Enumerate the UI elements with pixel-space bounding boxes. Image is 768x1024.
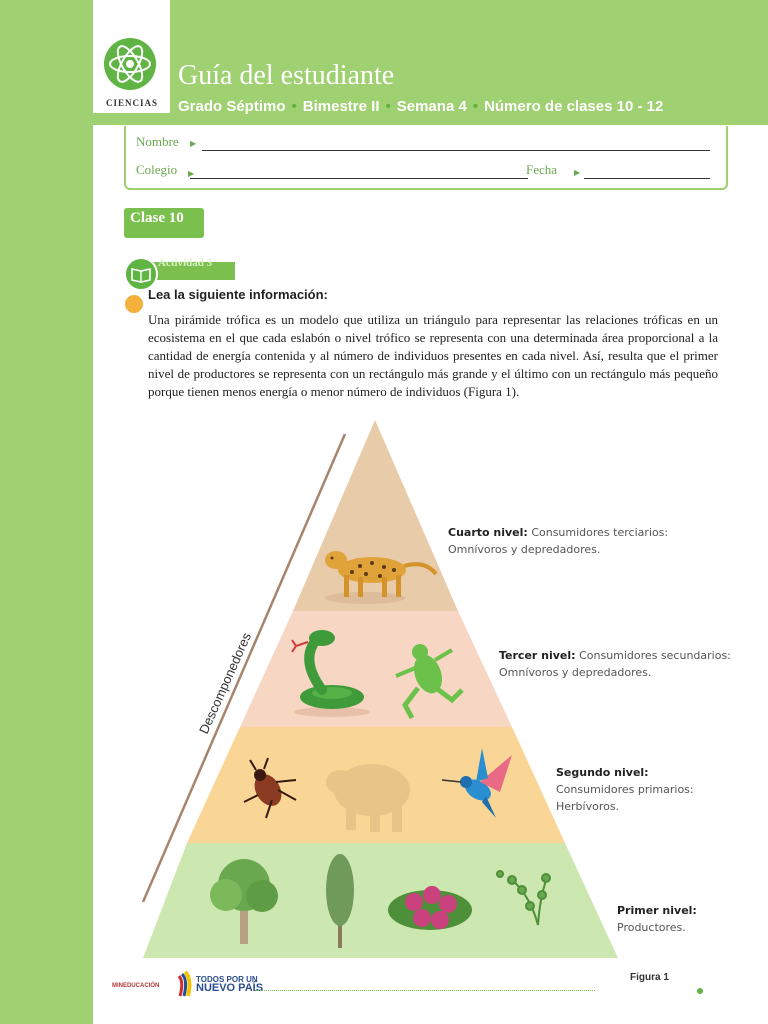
- level-1-title: Primer nivel:: [617, 904, 697, 917]
- decomposers-label: Descomponedores: [196, 630, 255, 737]
- level-3-band: [240, 611, 512, 727]
- footer-divider: [255, 990, 595, 991]
- level-4-title: Cuarto nivel:: [448, 526, 528, 539]
- subject-label: CIENCIAS: [105, 98, 158, 108]
- level-4-line2: Omnívoros y depredadores.: [448, 543, 601, 556]
- level-4-label: [448, 524, 668, 558]
- level-3-title: Tercer nivel:: [499, 649, 576, 662]
- footer-dot: [697, 988, 703, 994]
- slogan-big: NUEVO PAÍS: [196, 982, 264, 994]
- level-3-label: [499, 647, 731, 681]
- classes-label: Número de clases 10 - 12: [484, 98, 664, 115]
- figure-caption: Figura 1: [630, 972, 669, 983]
- grade-label: Grado Séptimo: [178, 98, 286, 115]
- level-2-title: Segundo nivel:: [556, 766, 649, 779]
- colombia-flag-icon: [176, 970, 194, 998]
- name-label: Nombre: [136, 134, 179, 149]
- term-label: Bimestre II: [302, 98, 380, 115]
- level-2-line2: Herbívoros.: [556, 800, 620, 813]
- week-label: Semana 4: [396, 98, 467, 115]
- activity-label: Actividad 3: [158, 257, 213, 269]
- date-label: Fecha: [526, 162, 558, 177]
- instruction-heading: Lea la siguiente información:: [148, 287, 328, 302]
- level-1-line1: Productores.: [617, 921, 686, 934]
- slogan-top: TODOS POR UN: [196, 975, 258, 984]
- school-label: Colegio: [136, 162, 178, 177]
- class-label: Clase 10: [130, 210, 184, 226]
- level-4-line1: Consumidores terciarios:: [531, 526, 669, 539]
- level-2-label: [556, 764, 694, 815]
- level-1-label: [617, 902, 697, 936]
- course-info: Grado Séptimo • Bimestre II • Semana 4 • Número de clases 10 - 12: [178, 98, 664, 115]
- level-3-line1: Consumidores secundarios:: [579, 649, 731, 662]
- reading-paragraph: Una pirámide trófica es un modelo que utiliza un triángulo para representar las relaciones tróficas en un ecosistema en el que cada eslabón o nivel trófico se representa con una determinada área proporcional a la cantidad de energía contenida y al número de individuos presentes en cada nivel. Así, resulta que el primer nivel de productores se representa con un rectángulo más grande y el último con un rectángulo más pequeño porque tienen menos energía o menor número de individuos (Figura 1).: [148, 312, 718, 399]
- level-2-line1: Consumidores primarios:: [556, 783, 694, 796]
- date-arrow-icon: ▶: [574, 168, 581, 177]
- slogan-logo: [196, 975, 263, 993]
- name-arrow-icon: ▶: [190, 139, 197, 148]
- level-3-line2: Omnívoros y depredadores.: [499, 666, 652, 679]
- ministry-logo: MINEDUCACIÓN: [112, 983, 160, 989]
- school-arrow-icon: ▶: [188, 169, 195, 178]
- page-title: Guía del estudiante: [178, 60, 395, 91]
